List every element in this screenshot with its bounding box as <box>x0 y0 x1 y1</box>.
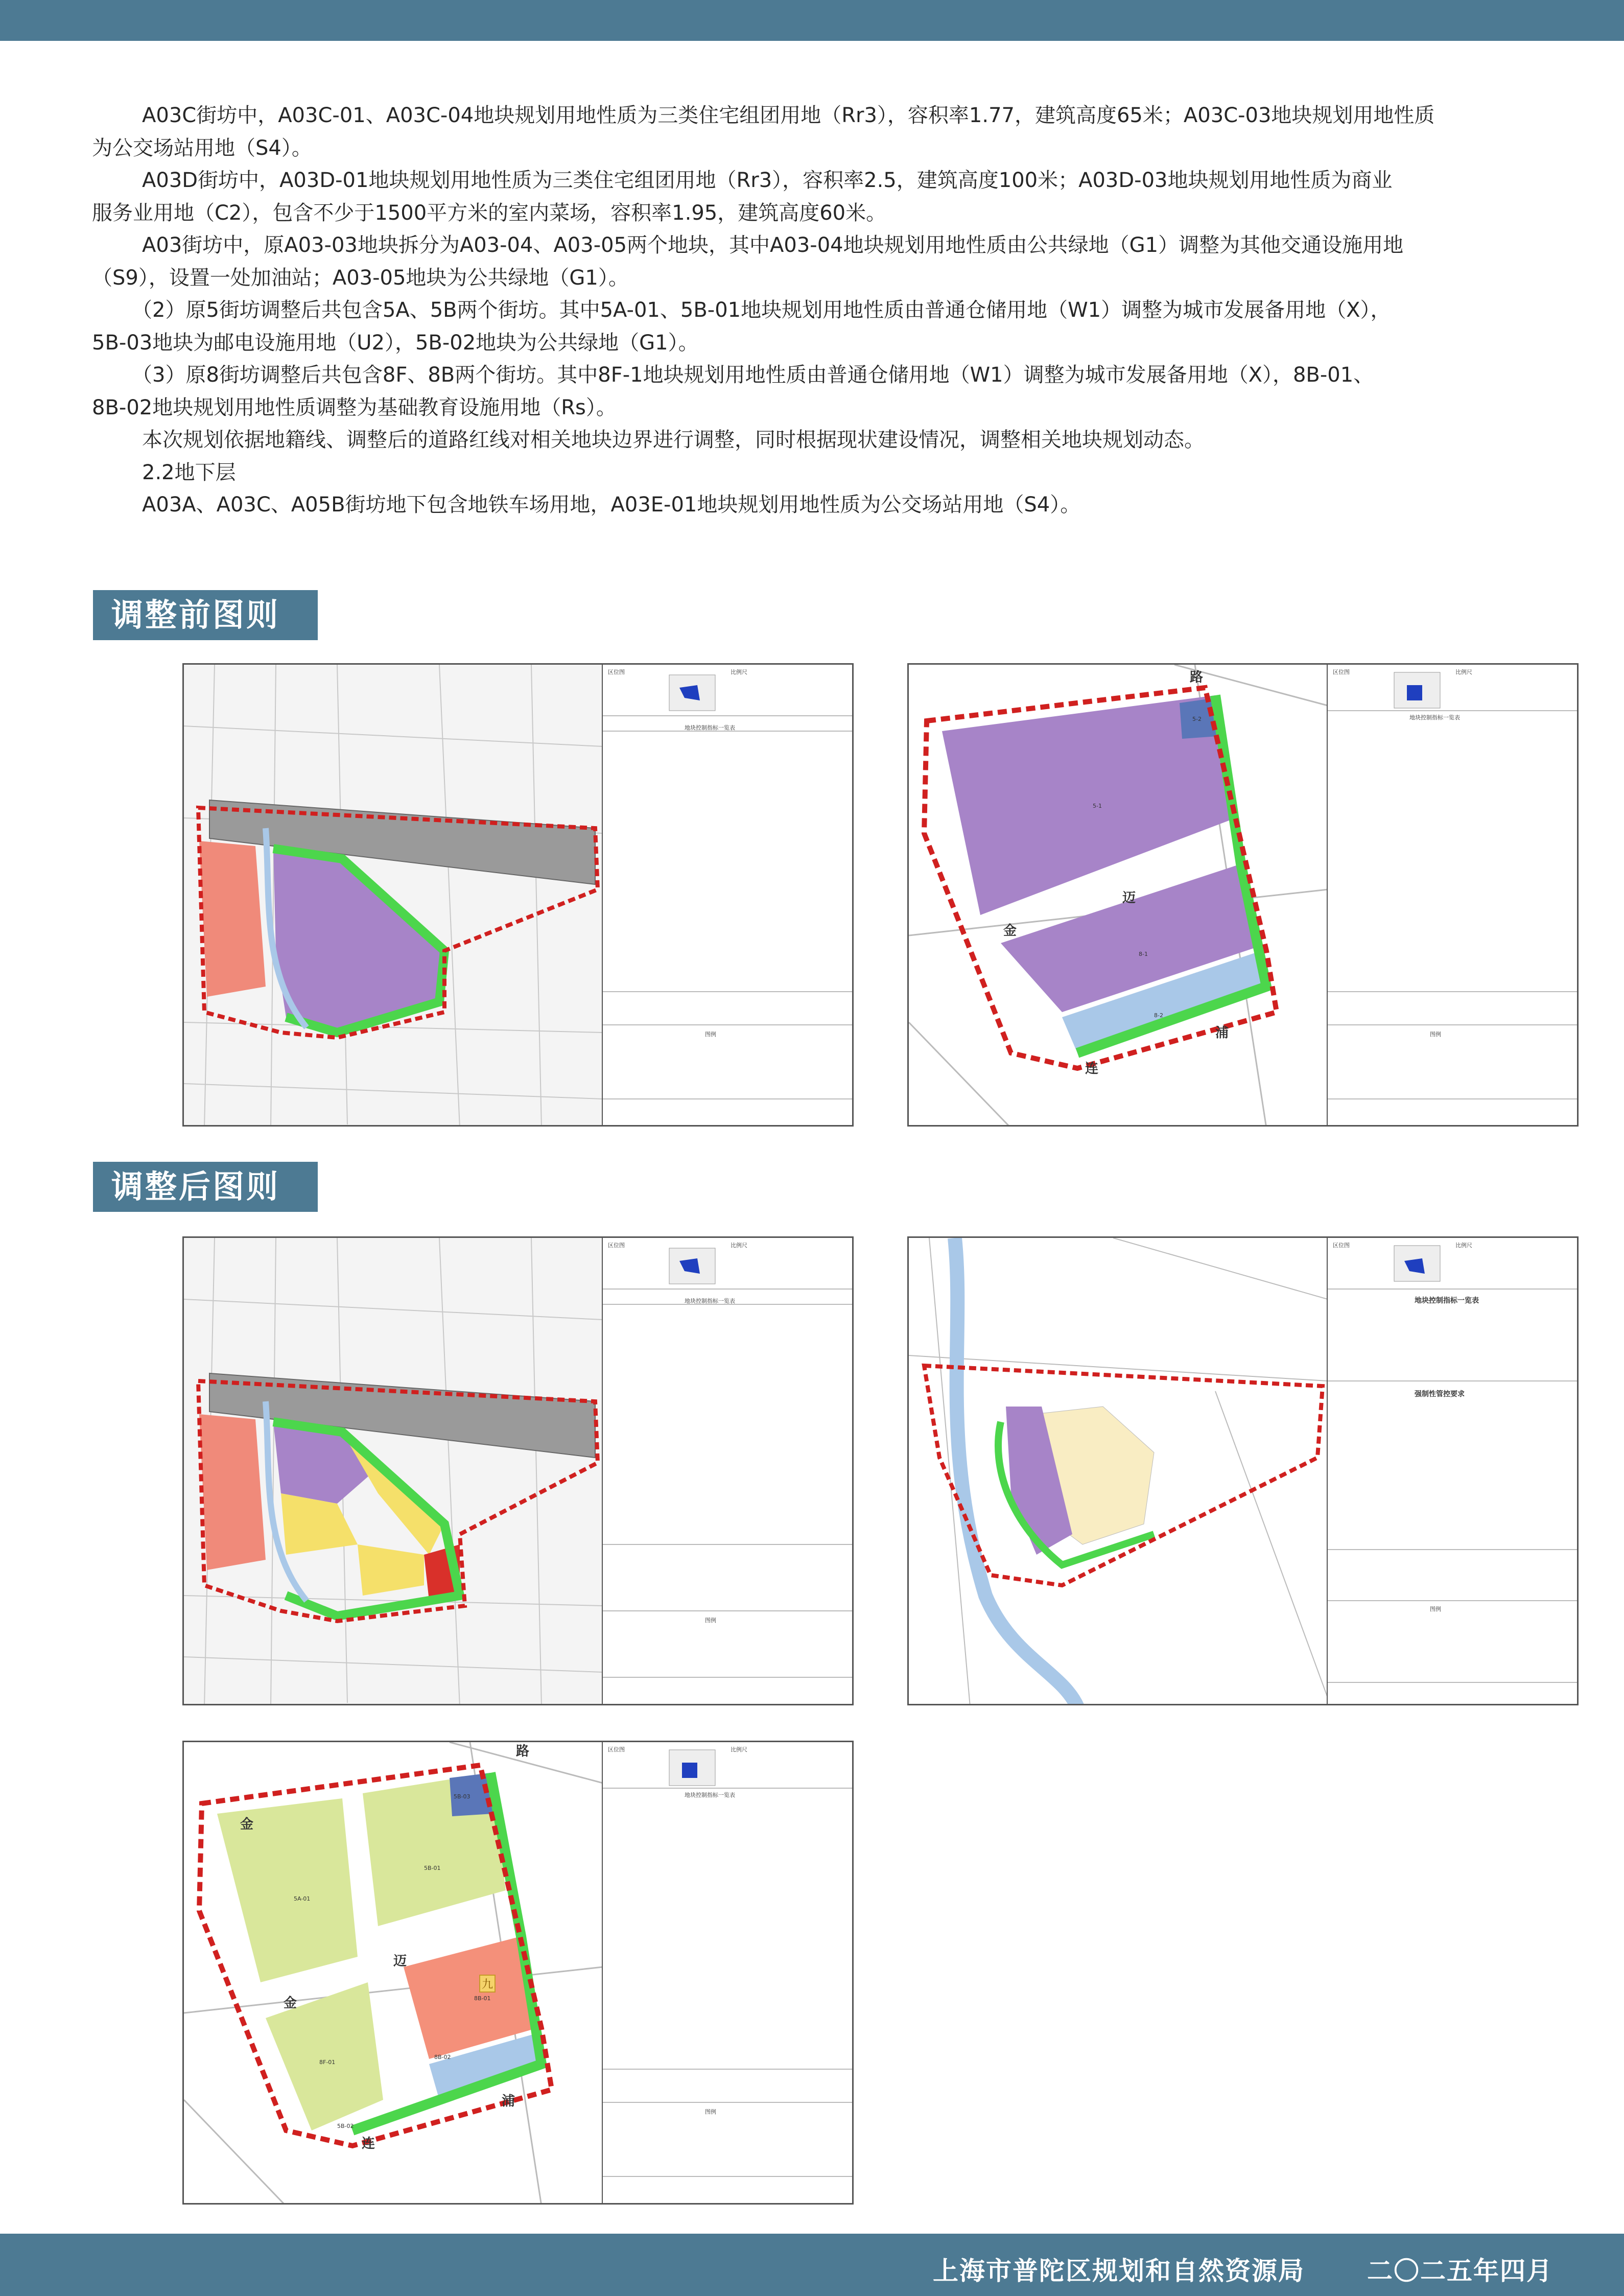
road-label: 浦 <box>1215 1025 1229 1041</box>
plot-label: 5B-02 <box>337 2123 354 2129</box>
plot-label: 8F-01 <box>319 2059 336 2066</box>
map-panel-before-a03 <box>182 663 854 1127</box>
legend-label: 图例 <box>705 1617 716 1624</box>
top-header-band <box>0 0 1624 41</box>
paragraph: A03街坊中，原A03-03地块拆分为A03-04、A03-05两个地块，其中A03-04地块规划用地性质由公共绿地（G1）调整为其他交通设施用地 <box>142 233 1404 257</box>
paragraph: A03D街坊中，A03D-01地块规划用地性质为三类住宅组团用地（Rr3），容积率2.5，建筑高度100米；A03D-03地块规划用地性质为商业 <box>142 169 1393 192</box>
paragraph: （3）原8街坊调整后共包含8F、8B两个街坊。其中8F-1地块规划用地性质由普通仓储用地（W1）调整为城市发展备用地（X），8B-01、 <box>132 363 1374 387</box>
plot-label: 8-1 <box>1139 951 1148 957</box>
plot-label: 5-2 <box>1192 716 1202 722</box>
plot-label: 5B-03 <box>454 1793 470 1800</box>
body-text <box>92 100 1583 522</box>
school-icon: 九 <box>479 1975 496 1993</box>
plot-label: 5-1 <box>1093 803 1102 809</box>
road-label: 连 <box>1085 1061 1099 1076</box>
side-table-lines <box>1328 1238 1578 1705</box>
scale-label: 比例尺 <box>731 1242 747 1249</box>
paragraph: 本次规划依据地籍线、调整后的道路红线对相关地块边界进行调整，同时根据现状建设情况，调整相关地块规划动态。 <box>142 428 1205 452</box>
scale-label: 比例尺 <box>731 1746 747 1753</box>
paragraph: 服务业用地（C2），包含不少于1500平方米的室内菜场，容积率1.95，建筑高度60米。 <box>92 201 887 225</box>
road-label: 金 <box>284 1996 297 2011</box>
scale-label: 比例尺 <box>1455 669 1472 675</box>
map-panel-before-5-8 <box>907 663 1579 1127</box>
road-label: 金 <box>1003 923 1017 939</box>
index-map-label: 区位图 <box>1333 1242 1350 1249</box>
paragraph: （S9），设置一处加油站；A03-05地块为公共绿地（G1）。 <box>92 266 629 290</box>
road-label: 金 <box>240 1817 254 1832</box>
footer-date: 二〇二五年四月 <box>1367 2256 1553 2286</box>
panel-side-info <box>602 665 852 1125</box>
control-table-label: 地块控制指标一览表 <box>685 1298 735 1304</box>
control-table-label: 地块控制指标一览表 <box>1409 714 1460 721</box>
paragraph: A03A、A03C、A05B街坊地下包含地铁车场用地，A03E-01地块规划用地性质为公交场站用地（S4）。 <box>142 493 1081 517</box>
panel-side-info <box>602 1238 852 1704</box>
road-label: 路 <box>516 1744 530 1759</box>
road-label: 迈 <box>1122 891 1136 906</box>
control-table-label: 地块控制指标一览表 <box>685 1792 735 1798</box>
legend-label: 图例 <box>705 1031 716 1038</box>
paragraph: 5B-03地块为邮电设施用地（U2），5B-02地块为公共绿地（G1）。 <box>92 331 699 355</box>
map-panel-after-a03 <box>182 1236 854 1705</box>
plot-label: 8B-02 <box>434 2054 451 2060</box>
panel-side-info <box>1327 665 1577 1125</box>
mandatory-label: 强制性管控要求 <box>1415 1390 1465 1398</box>
road-label: 浦 <box>502 2094 515 2109</box>
panel-side-info <box>1327 1238 1577 1704</box>
legend-label: 图例 <box>1430 1606 1441 1612</box>
scale-label: 比例尺 <box>1455 1242 1472 1249</box>
index-map-label: 区位图 <box>608 1746 625 1753</box>
side-table-lines <box>1328 665 1578 1127</box>
section-title-before: 调整前图则 <box>93 590 318 640</box>
legend-label: 图例 <box>1430 1031 1441 1038</box>
plot-label: 8-2 <box>1154 1012 1163 1019</box>
road-label: 迈 <box>393 1954 407 1969</box>
side-table-lines <box>603 1238 853 1705</box>
index-map-label: 区位图 <box>608 1242 625 1249</box>
legend-label: 图例 <box>705 2108 716 2115</box>
footer-organization: 上海市普陀区规划和自然资源局 <box>933 2256 1305 2286</box>
paragraph: 8B-02地块规划用地性质调整为基础教育设施用地（Rs）。 <box>92 395 617 419</box>
side-table-lines <box>603 665 853 1127</box>
map-panel-after-5-8 <box>182 1741 854 2205</box>
side-table-lines <box>603 1742 853 2205</box>
scale-label: 比例尺 <box>731 669 747 675</box>
control-table-label: 地块控制指标一览表 <box>1415 1297 1479 1305</box>
subheading: 2.2地下层 <box>142 460 236 484</box>
plot-label: 5B-01 <box>424 1865 441 1871</box>
control-table-label: 地块控制指标一览表 <box>685 724 735 731</box>
index-map-label: 区位图 <box>608 669 625 675</box>
map-panel-after-underground <box>907 1236 1579 1705</box>
panel-side-info <box>602 1742 852 2203</box>
paragraph: A03C街坊中，A03C-01、A03C-04地块规划用地性质为三类住宅组团用地（Rr3），容积率1.77，建筑高度65米；A03C-03地块规划用地性质 <box>142 104 1435 127</box>
section-title-after: 调整后图则 <box>93 1162 318 1212</box>
plot-label: 5A-01 <box>294 1895 311 1902</box>
index-map-label: 区位图 <box>1333 669 1350 675</box>
road-label: 路 <box>1190 670 1204 685</box>
plot-label: 8B-01 <box>474 1995 491 2002</box>
paragraph: （2）原5街坊调整后共包含5A、5B两个街坊。其中5A-01、5B-01地块规划用地性质由普通仓储用地（W1）调整为城市发展备用地（X）， <box>132 298 1391 322</box>
paragraph: 为公交场站用地（S4）。 <box>92 136 312 160</box>
road-label: 连 <box>362 2136 375 2151</box>
